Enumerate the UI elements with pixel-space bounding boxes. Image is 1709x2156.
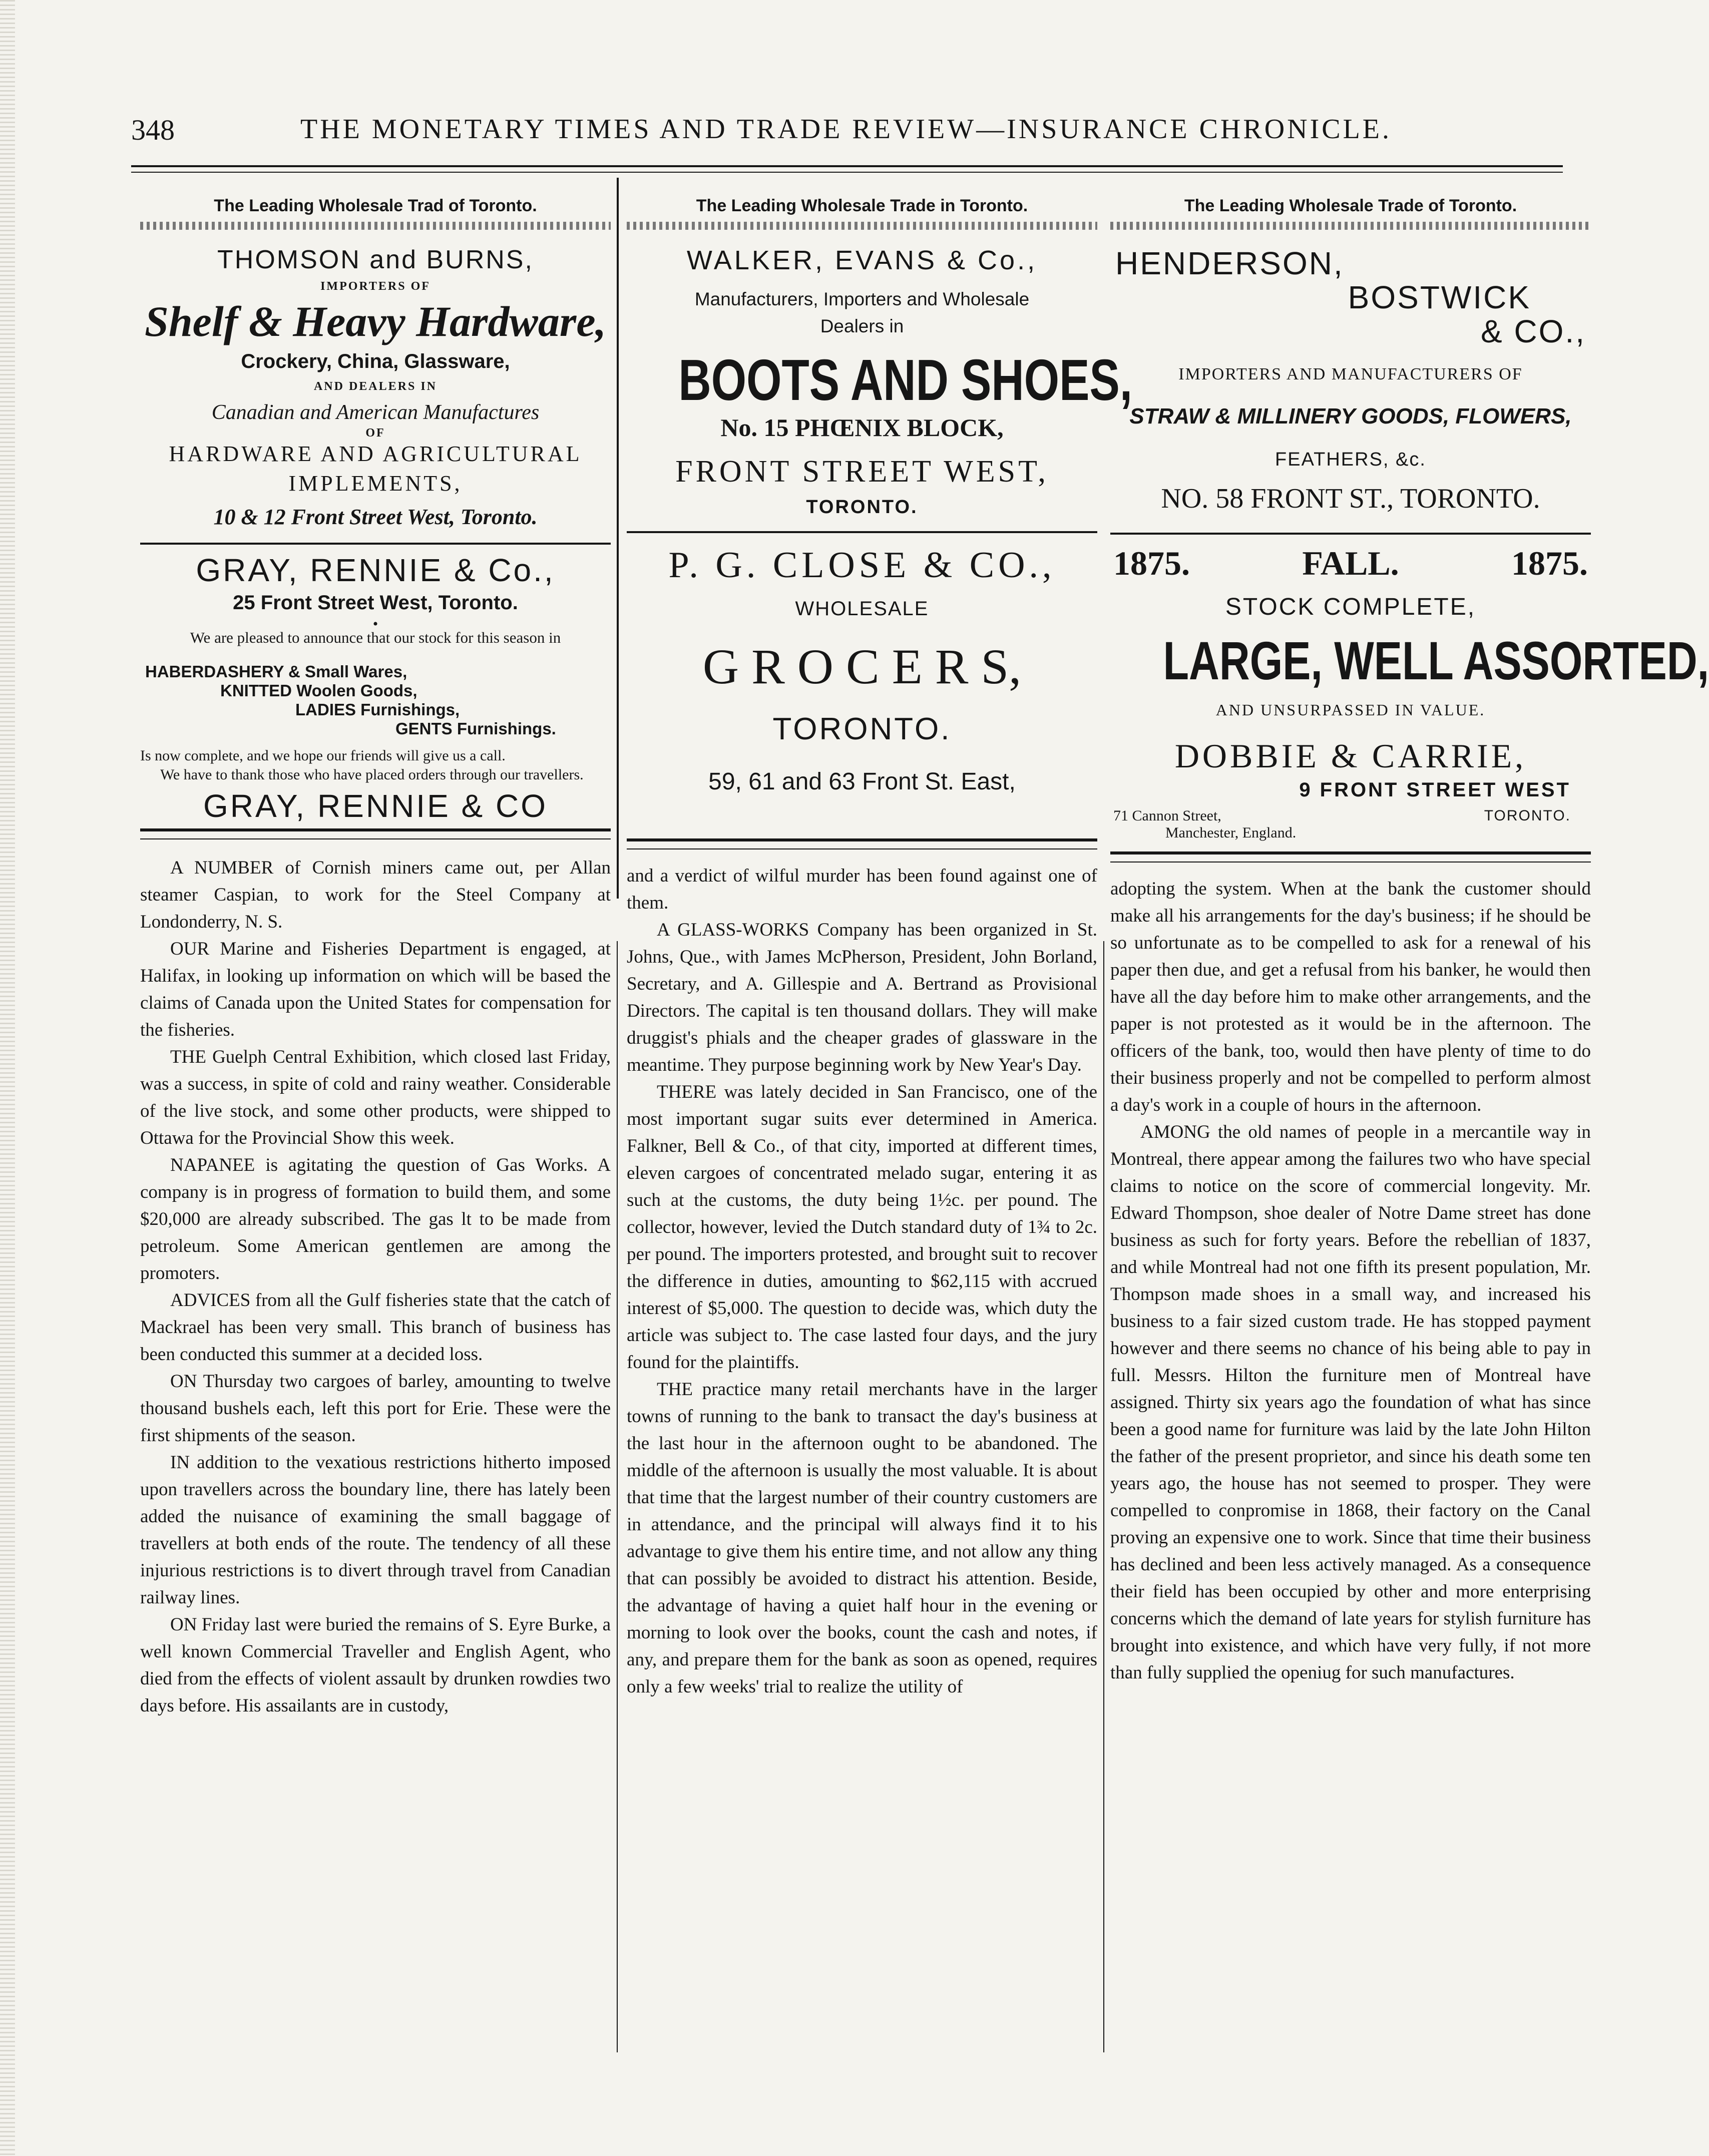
ad-address: 10 & 12 Front Street West, Toronto. <box>213 505 538 529</box>
ad-section-rule-thin <box>627 848 1097 849</box>
location-left: 71 Cannon Street, <box>1113 807 1221 824</box>
column-rule-1-upper <box>617 178 619 899</box>
ad-date-row <box>1110 544 1591 583</box>
ad-section-rule-thin <box>140 838 611 839</box>
ad-line: TORONTO. <box>772 712 952 746</box>
ad-line: No. 15 PHŒNIX BLOCK, <box>720 413 1004 442</box>
ad-line: AND UNSURPASSED IN VALUE. <box>1215 701 1486 719</box>
wavy-divider <box>140 222 611 230</box>
paragraph: ON Friday last were buried the remains of S. Eyre Burke, a well known Commercial Traveller and English Agent, who died from the effects of violent assault by drunken rowdies two days before. His assailants are in custody, <box>140 1614 611 1716</box>
ad-item: KNITTED Woolen Goods, <box>220 681 417 700</box>
ad-name: DOBBIE & CARRIE, <box>1174 737 1527 775</box>
ad-name: THOMSON and BURNS, <box>217 245 534 274</box>
column-3 <box>1110 185 1709 1686</box>
paragraph: ON Thursday two cargoes of barley, amounting to twelve thousand bushels each, left this port for Erie. These were the first shipments of the season. <box>140 1371 611 1446</box>
ad-name: HENDERSON, <box>1115 245 1344 281</box>
column-rule-2-lower <box>1103 941 1104 2052</box>
ad-line: WHOLESALE <box>795 598 929 620</box>
ad-address: NO. 58 FRONT ST., TORONTO. <box>1161 483 1540 514</box>
ad-name: P. G. CLOSE & CO., <box>668 545 1056 586</box>
page-number: 348 <box>131 114 175 146</box>
ad-text: Is now complete, and we hope our friends will give us a call. <box>140 747 506 764</box>
column-2 <box>627 185 1132 1700</box>
paragraph: A GLASS-WORKS Company has been organized in St. Johns, Que., with James McPherson, President, John Borland, Secretary, and A. Gillespie and A. Bertrand as Provisional Directors. The capital is ten thousand dollars. They will make druggist's phials and the cheaper grades of glassware in the meantime. They purpose beginning work by New Year's Day. <box>627 920 1097 1075</box>
location-left-2: Manchester, England. <box>1165 824 1297 841</box>
ad-headline: BOOTS AND SHOES, <box>678 347 1132 412</box>
column-3-body <box>1110 876 1591 1686</box>
ad-address: 59, 61 and 63 Front St. East, <box>708 768 1016 795</box>
ad-divider <box>627 531 1097 533</box>
year-left: 1875. <box>1113 544 1190 582</box>
paragraph: THE Guelph Central Exhibition, which closed last Friday, was a success, in spite of cold and rainy weather. Considerable of the live stock, and some other products, were shipped to Ottawa for the Provincial Show this week. <box>140 1047 611 1148</box>
ad-section-rule <box>627 838 1097 841</box>
column-1-header: The Leading Wholesale Trad of Toronto. <box>214 196 537 215</box>
ad-thomson-burns <box>140 245 611 530</box>
running-head: THE MONETARY TIMES AND TRADE REVIEW—INSURANCE CHRONICLE. <box>300 114 1392 145</box>
ad-subline: AND DEALERS IN <box>313 380 438 393</box>
ad-close-grocers <box>627 544 1097 795</box>
ad-name: & CO., <box>1480 313 1586 349</box>
wavy-divider <box>627 222 1097 230</box>
paragraph: IN addition to the vexatious restrictions hitherto imposed upon travellers across the boundary line, there has lately been added the nuisance of examining the small baggage of travellers at both ends of the route. The tendency of all these injurious restrictions is to divert through travel from Canadian railway lines. <box>140 1452 611 1608</box>
column-rule-1-lower <box>617 941 618 2052</box>
ad-subline: IMPORTERS OF <box>320 280 431 293</box>
column-1 <box>140 185 611 1719</box>
ad-gray-rennie <box>140 552 611 824</box>
ad-name: GRAY, RENNIE & Co., <box>196 552 555 588</box>
paragraph: THE practice many retail merchants have in the larger towns of running to the bank to transact the day's business at the last hour in the afternoon ought to be abandoned. The middle of the afternoon is usually the most valuable. It is about that time that the largest number of their country customers are in attendance, and the principal will always find it to his advantage to give them his entire time, and not allow any thing that can possibly be avoided to distract his attention. Beside, the advantage of having a quiet half hour in the evening or morning to look over the books, count the cash and notes, if any, and prepare them for the bank as soon as opened, requires only a few weeks' trial to realize the utility of <box>627 1379 1097 1697</box>
ad-address: 9 FRONT STREET WEST <box>1299 779 1571 801</box>
ad-headline: Shelf & Heavy Hardware, <box>144 297 607 345</box>
location-right: TORONTO. <box>1484 807 1571 824</box>
ad-headline: LARGE, WELL ASSORTED, <box>1163 630 1709 691</box>
ad-headline: G R O C E R S, <box>702 639 1022 694</box>
ad-text: We are pleased to announce that our stock for this season in <box>190 629 561 646</box>
ad-line: TORONTO. <box>806 497 918 518</box>
ad-name: BOSTWICK <box>1348 279 1531 315</box>
paragraph: OUR Marine and Fisheries Department is engaged, at Halifax, in looking up information on which will be based the claims of Canada upon the United States for compensation for the fisheries. <box>140 939 611 1040</box>
ad-item: LADIES Furnishings, <box>295 700 460 719</box>
column-2-header: The Leading Wholesale Trade in Toronto. <box>696 196 1028 215</box>
ad-item: HABERDASHERY & Small Wares, <box>145 662 407 681</box>
paragraph: THERE was lately decided in San Francisco, one of the most important sugar suits ever determined in America. Falkner, Bell & Co., of that city, imported at different times, eleven cargoes of concentrated melado sugar, entering it as such at the customs, the duty being 1½c. per pound. The collector, however, levied the Dutch standard duty of 1¾ to 2c. per pound. The importers protested, and brought suit to recover the difference in duties, amounting to $62,115 with accrued interest of $5,000. The question to decide was, which duty the article was subject to. The case lasted four days, and the jury found for the plaintiffs. <box>627 1082 1097 1373</box>
paragraph: A NUMBER of Cornish miners came out, per Allan steamer Caspian, to work for the Steel Company at Londonderry, N. S. <box>140 857 611 932</box>
year-right: 1875. <box>1511 544 1588 582</box>
page-binding-edge <box>0 0 15 2156</box>
column-1-body <box>140 854 611 1719</box>
paragraph: AMONG the old names of people in a mercantile way in Montreal, there appear among the failures two who have special claims to notice on the score of commercial longevity. Mr. Edward Thompson, shoe dealer of Notre Dame street has done business as such for forty years. Before the rebellian of 1837, and while Montreal had not one fifth its present population, Mr. Thompson made shoes in a small way, and increased his business to a fair sized custom trade. He has stopped payment however and there seems no chance of his being able to pay in full. Messrs. Hilton the furniture men of Montreal have assigned. Thirty six years ago the foundation of what has since been a good name for furniture was laid by the late John Hilton the father of the present proprietor, and since his death some ten years ago, the house has not seemed to prosper. They were compelled to conpromise in 1868, their factory on the Canal proving an expensive one to work. Since that time their business has declined and been less actively managed. As a consequence their field has been occupied by other and more enterprising concerns which the demand of late years for stylish furniture has brought into existence, and which have very fully, if not more than fully supplied the openiug for such manufactures. <box>1110 1122 1591 1683</box>
ad-line: STOCK COMPLETE, <box>1225 594 1476 620</box>
season: FALL. <box>1302 544 1399 582</box>
ad-divider <box>140 543 611 545</box>
ad-footer-name: GRAY, RENNIE & CO <box>203 788 548 824</box>
ad-address: 25 Front Street West, Toronto. <box>233 592 518 614</box>
ad-line: FRONT STREET WEST, <box>675 455 1049 489</box>
ad-section-rule <box>140 828 611 831</box>
paragraph: ADVICES from all the Gulf fisheries state that the catch of Mackrael has been very small. This branch of business has been conducted this summer at a decided loss. <box>140 1290 611 1365</box>
ad-divider <box>1110 533 1591 535</box>
ad-subline: OF <box>365 426 385 440</box>
ad-henderson-bostwick <box>1110 245 1591 515</box>
ad-subline: IMPORTERS AND MANUFACTURERS OF <box>1178 365 1523 383</box>
wavy-divider <box>1110 222 1591 230</box>
ad-text: We have to thank those who have placed orders through our travellers. <box>160 766 584 783</box>
ad-line: FEATHERS, &c. <box>1275 449 1426 470</box>
dot-ornament: • <box>372 616 378 632</box>
paragraph: and a verdict of wilful murder has been found against one of them. <box>627 866 1097 913</box>
ad-headline: STRAW & MILLINERY GOODS, FLOWERS, <box>1129 404 1572 428</box>
ad-line: IMPLEMENTS, <box>288 471 463 496</box>
ad-section-rule <box>1110 851 1591 854</box>
paragraph: adopting the system. When at the bank the customer should make all his arrangements for the day's business; if he should be so unfortunate as to be compelled to ask for a renewal of his paper then due, and get a refusal from his banker, he would then have all the day before him to make other arrangements, and the paper is not protested as it would be in the afternoon. The officers of the bank, too, would then have plenty of time to do their business properly and not be compelled to perform almost a day's work in a couple of hours in the afternoon. <box>1110 879 1591 1115</box>
ad-line: Manufacturers, Importers and Wholesale Dealers in <box>694 289 1030 336</box>
column-2-body <box>627 863 1097 1700</box>
paragraph: NAPANEE is agitating the question of Gas Works. A company is in progress of formation to build them, and some $20,000 are already subscribed. The gas lt to be made from petroleum. Some American gentlemen are among the promoters. <box>140 1155 611 1283</box>
ad-walker-evans <box>627 245 1132 518</box>
ad-line: Crockery, China, Glassware, <box>241 350 510 372</box>
column-3-header: The Leading Wholesale Trade of Toronto. <box>1184 196 1517 215</box>
ad-section-rule-thin <box>1110 861 1591 863</box>
ad-line: Canadian and American Manufactures <box>211 401 540 424</box>
ad-name: WALKER, EVANS & Co., <box>686 245 1038 275</box>
ad-dobbie-carrie <box>1110 544 1709 841</box>
ad-locations <box>1110 807 1591 824</box>
ad-item: GENTS Furnishings. <box>395 719 556 738</box>
header-rule <box>131 165 1563 167</box>
header-rule-thin <box>131 172 1563 173</box>
ad-line: HARDWARE AND AGRICULTURAL <box>169 442 582 466</box>
